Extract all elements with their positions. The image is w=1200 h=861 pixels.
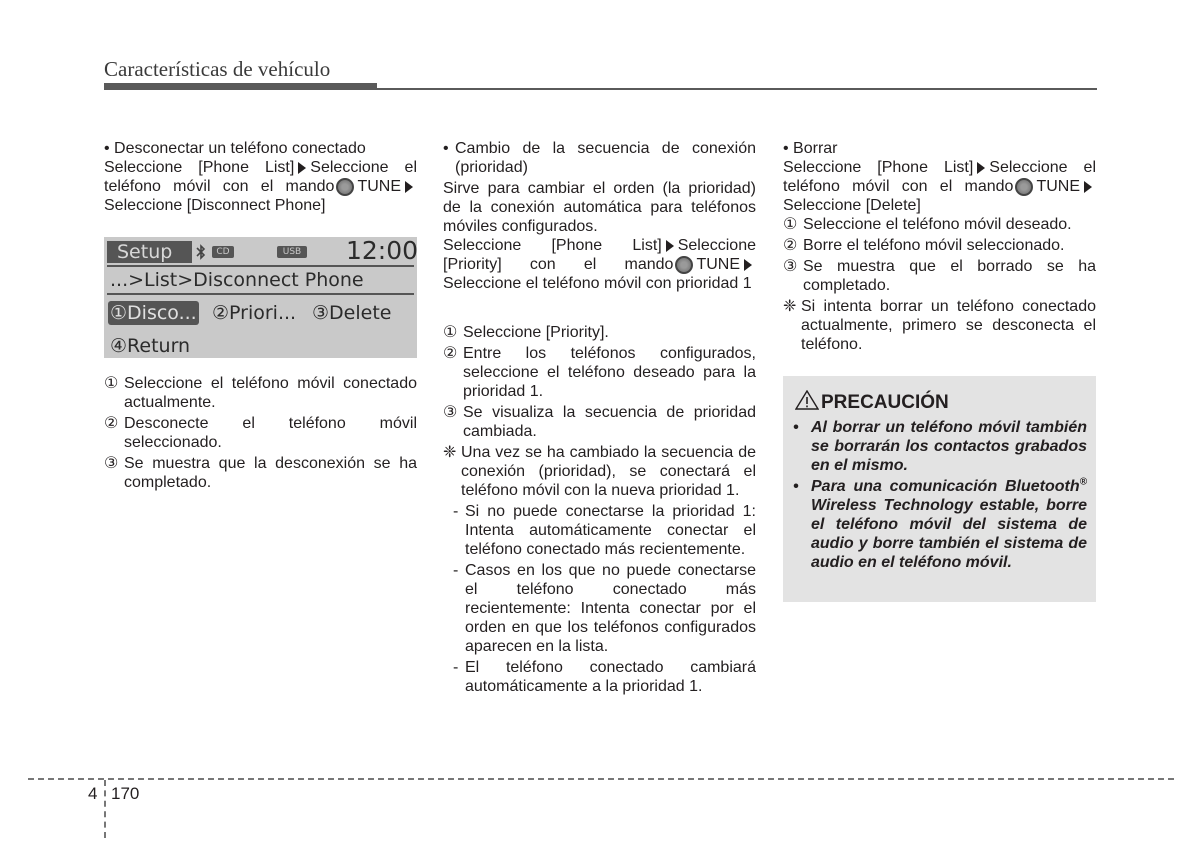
- usb-badge: USB: [277, 246, 307, 258]
- note-item: ❈ Si intenta borrar un teléfono conectado actualmente, primero se desconecta el teléfono.: [783, 298, 1096, 353]
- lcd-option-return: ④Return: [110, 335, 191, 357]
- sub-item: - El teléfono conectado cambiará automáticamente a la prioridad 1.: [453, 659, 756, 695]
- section-heading: • Desconectar un teléfono conectado: [104, 140, 366, 157]
- lcd-divider: [107, 293, 414, 295]
- footer-divider: [28, 778, 1174, 780]
- lcd-setup-label: Setup: [107, 241, 192, 263]
- lcd-clock: 12:00: [346, 236, 419, 265]
- arrow-right-icon: [977, 162, 985, 174]
- arrow-right-icon: [666, 240, 674, 252]
- tune-knob-icon: [675, 256, 693, 274]
- step-item: ① Seleccione el teléfono móvil conectado actualmente.: [104, 375, 417, 411]
- step-item: ③ Se muestra que la desconexión se ha completado.: [104, 455, 417, 491]
- caution-title: PRECAUCIÓN: [821, 392, 949, 413]
- instruction-text: Seleccione [Phone List] Seleccione [Priority] con el mando TUNESeleccione el teléfono móvil con prioridad 1: [443, 237, 756, 292]
- caution-item: • Para una comunicación Bluetooth® Wireless Technology estable, borre el teléfono móvil del sistema de audio y borre también el sistema de audio en el teléfono móvil.: [793, 476, 1087, 571]
- title-underline-thick: [104, 83, 377, 90]
- arrow-right-icon: [405, 181, 413, 193]
- footer-vertical-divider: [104, 780, 106, 838]
- instruction-text: Seleccione [Phone List] Seleccione el teléfono móvil con el mando TUNESeleccione [Delete]: [783, 159, 1097, 214]
- lcd-option-disconnect: ①Disco...: [110, 302, 197, 324]
- caution-list: [793, 418, 1087, 574]
- note-icon: ❈: [783, 298, 797, 315]
- page-number: 170: [111, 784, 140, 803]
- arrow-right-icon: [744, 259, 752, 271]
- instruction-text: Seleccione [Phone List] Seleccione el teléfono móvil con el mando TUNESeleccione [Disconnect Phone]: [104, 159, 418, 214]
- lcd-divider: [107, 265, 414, 267]
- cd-badge: CD: [212, 246, 234, 258]
- step-item: ① Seleccione [Priority].: [443, 324, 609, 341]
- description-text: Sirve para cambiar el orden (la prioridad) de la conexión automática para teléfonos móviles configurados.: [443, 180, 756, 235]
- arrow-right-icon: [298, 162, 306, 174]
- caution-heading: [795, 390, 949, 414]
- lcd-breadcrumb: ...>List>Disconnect Phone: [110, 269, 364, 291]
- step-item: ① Seleccione el teléfono móvil deseado.: [783, 216, 1072, 233]
- chapter-number: 4: [88, 784, 98, 803]
- tune-knob-icon: [336, 178, 354, 196]
- section-heading: • Cambio de la secuencia de conexión (prioridad): [443, 140, 756, 176]
- step-item: ③ Se muestra que el borrado se ha completado.: [783, 258, 1096, 294]
- warning-triangle-icon: [795, 390, 819, 410]
- sub-item: - Casos en los que no puede conectarse el teléfono conectado más recientemente: Intenta conectar por el orden en que los teléfonos configurados aparecen en la lista.: [453, 562, 756, 655]
- sub-item: - Si no puede conectarse la prioridad 1: Intenta automáticamente conectar el teléfono conectado más recientemente.: [453, 503, 756, 558]
- bluetooth-icon: [196, 244, 206, 260]
- note-item: ❈ Una vez se ha cambiado la secuencia de conexión (prioridad), se conectará el teléfono móvil con la nueva prioridad 1.: [443, 444, 756, 499]
- column-priority: [443, 139, 756, 696]
- column-delete: [783, 139, 1096, 354]
- section-heading: • Borrar: [783, 140, 838, 157]
- tune-knob-icon: [1015, 178, 1033, 196]
- caution-item: • Al borrar un teléfono móvil también se borrarán los contactos grabados en el mismo.: [793, 419, 1087, 474]
- step-item: ② Entre los teléfonos configurados, seleccione el teléfono deseado para la prioridad 1.: [443, 345, 756, 400]
- note-icon: ❈: [443, 444, 457, 461]
- column-disconnect: [104, 139, 417, 494]
- lcd-option-priority: ②Priori...: [212, 302, 297, 324]
- lcd-option-delete: ③Delete: [312, 302, 392, 324]
- caution-box: [783, 376, 1096, 602]
- step-item: ② Desconecte el teléfono móvil seleccionado.: [104, 415, 417, 451]
- title-underline-thin: [377, 88, 1097, 90]
- lcd-screen: [104, 237, 417, 358]
- step-item: ③ Se visualiza la secuencia de prioridad cambiada.: [443, 404, 756, 440]
- arrow-right-icon: [1084, 181, 1092, 193]
- step-item: ② Borre el teléfono móvil seleccionado.: [783, 237, 1065, 254]
- page-title: Características de vehículo: [104, 57, 331, 81]
